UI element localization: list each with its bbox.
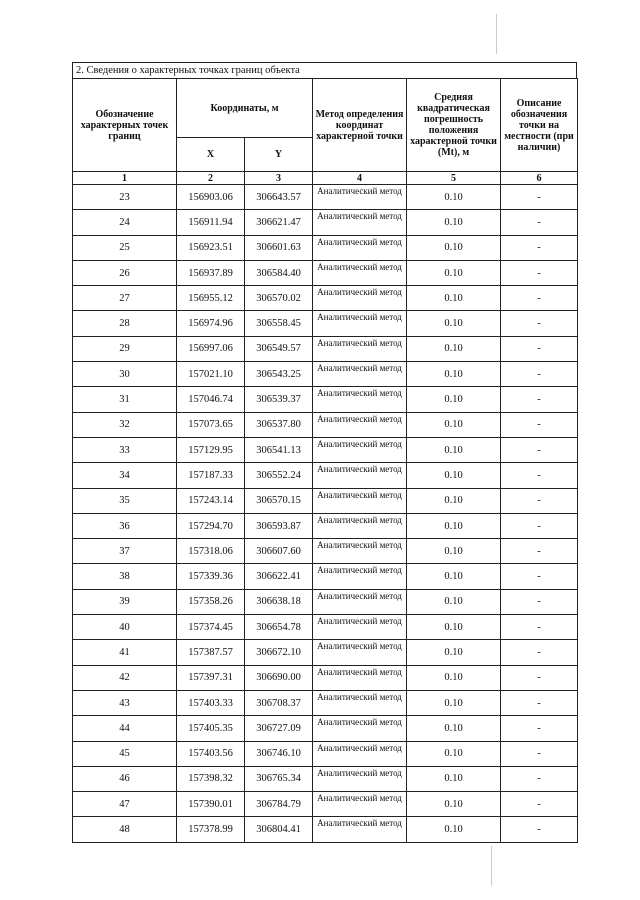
cell-error: 0.10 bbox=[407, 615, 501, 640]
cell-y: 306537.80 bbox=[245, 412, 313, 437]
cell-x: 156955.12 bbox=[177, 286, 245, 311]
cell-method: Аналитический метод bbox=[313, 387, 407, 412]
table-row bbox=[73, 488, 578, 513]
cell-y: 306584.40 bbox=[245, 260, 313, 285]
cell-point: 30 bbox=[73, 362, 177, 387]
cell-point: 42 bbox=[73, 665, 177, 690]
cell-method: Аналитический метод bbox=[313, 185, 407, 210]
cell-error: 0.10 bbox=[407, 716, 501, 741]
table-row bbox=[73, 387, 578, 412]
cell-y: 306708.37 bbox=[245, 690, 313, 715]
table-row bbox=[73, 412, 578, 437]
cell-x: 156903.06 bbox=[177, 185, 245, 210]
cell-error: 0.10 bbox=[407, 488, 501, 513]
cell-y: 306570.15 bbox=[245, 488, 313, 513]
cell-description: - bbox=[501, 260, 578, 285]
cell-point: 33 bbox=[73, 437, 177, 462]
cell-description: - bbox=[501, 210, 578, 235]
table-row bbox=[73, 640, 578, 665]
cell-point: 28 bbox=[73, 311, 177, 336]
cell-method: Аналитический метод bbox=[313, 615, 407, 640]
table-row bbox=[73, 210, 578, 235]
cell-description: - bbox=[501, 792, 578, 817]
cell-description: - bbox=[501, 336, 578, 361]
cell-point: 36 bbox=[73, 513, 177, 538]
cell-x: 156923.51 bbox=[177, 235, 245, 260]
cell-method: Аналитический метод bbox=[313, 362, 407, 387]
cell-error: 0.10 bbox=[407, 766, 501, 791]
cell-x: 157397.31 bbox=[177, 665, 245, 690]
header-x: X bbox=[177, 138, 245, 172]
cell-description: - bbox=[501, 235, 578, 260]
cell-x: 157403.56 bbox=[177, 741, 245, 766]
cell-error: 0.10 bbox=[407, 690, 501, 715]
cell-y: 306552.24 bbox=[245, 463, 313, 488]
column-number: 3 bbox=[245, 172, 313, 185]
table-row bbox=[73, 539, 578, 564]
cell-error: 0.10 bbox=[407, 260, 501, 285]
cell-method: Аналитический метод bbox=[313, 716, 407, 741]
cell-x: 157358.26 bbox=[177, 589, 245, 614]
cell-point: 46 bbox=[73, 766, 177, 791]
cell-point: 37 bbox=[73, 539, 177, 564]
table-row bbox=[73, 716, 578, 741]
cell-y: 306543.25 bbox=[245, 362, 313, 387]
cell-error: 0.10 bbox=[407, 665, 501, 690]
cell-method: Аналитический метод bbox=[313, 741, 407, 766]
cell-x: 156937.89 bbox=[177, 260, 245, 285]
cell-error: 0.10 bbox=[407, 185, 501, 210]
cell-description: - bbox=[501, 741, 578, 766]
cell-error: 0.10 bbox=[407, 640, 501, 665]
cell-method: Аналитический метод bbox=[313, 640, 407, 665]
cell-method: Аналитический метод bbox=[313, 665, 407, 690]
cell-y: 306541.13 bbox=[245, 437, 313, 462]
cell-error: 0.10 bbox=[407, 336, 501, 361]
column-number: 5 bbox=[407, 172, 501, 185]
table-row bbox=[73, 185, 578, 210]
cell-point: 43 bbox=[73, 690, 177, 715]
cell-description: - bbox=[501, 437, 578, 462]
cell-point: 25 bbox=[73, 235, 177, 260]
cell-y: 306672.10 bbox=[245, 640, 313, 665]
table-row bbox=[73, 362, 578, 387]
header-error: Средняя квадратическая погрешность положения характерной точки (Mt), м bbox=[407, 79, 501, 172]
cell-point: 47 bbox=[73, 792, 177, 817]
cell-point: 24 bbox=[73, 210, 177, 235]
cell-method: Аналитический метод bbox=[313, 463, 407, 488]
cell-y: 306593.87 bbox=[245, 513, 313, 538]
cell-point: 34 bbox=[73, 463, 177, 488]
table-row bbox=[73, 564, 578, 589]
cell-x: 157378.99 bbox=[177, 817, 245, 842]
table-row bbox=[73, 235, 578, 260]
cell-x: 157374.45 bbox=[177, 615, 245, 640]
cell-description: - bbox=[501, 362, 578, 387]
cell-description: - bbox=[501, 564, 578, 589]
table-row bbox=[73, 311, 578, 336]
cell-error: 0.10 bbox=[407, 311, 501, 336]
cell-x: 157073.65 bbox=[177, 412, 245, 437]
cell-x: 157294.70 bbox=[177, 513, 245, 538]
cell-y: 306804.41 bbox=[245, 817, 313, 842]
cell-description: - bbox=[501, 539, 578, 564]
table-row bbox=[73, 513, 578, 538]
cell-description: - bbox=[501, 412, 578, 437]
cell-description: - bbox=[501, 286, 578, 311]
table-row bbox=[73, 286, 578, 311]
cell-y: 306558.45 bbox=[245, 311, 313, 336]
cell-point: 48 bbox=[73, 817, 177, 842]
header-y: Y bbox=[245, 138, 313, 172]
cell-point: 31 bbox=[73, 387, 177, 412]
cell-description: - bbox=[501, 185, 578, 210]
cell-method: Аналитический метод bbox=[313, 412, 407, 437]
cell-method: Аналитический метод bbox=[313, 336, 407, 361]
cell-point: 29 bbox=[73, 336, 177, 361]
cell-point: 32 bbox=[73, 412, 177, 437]
cell-error: 0.10 bbox=[407, 387, 501, 412]
cell-x: 157046.74 bbox=[177, 387, 245, 412]
cell-error: 0.10 bbox=[407, 513, 501, 538]
cell-method: Аналитический метод bbox=[313, 437, 407, 462]
cell-method: Аналитический метод bbox=[313, 286, 407, 311]
cell-x: 157387.57 bbox=[177, 640, 245, 665]
cell-error: 0.10 bbox=[407, 539, 501, 564]
cell-method: Аналитический метод bbox=[313, 564, 407, 589]
table-row bbox=[73, 792, 578, 817]
cell-y: 306622.41 bbox=[245, 564, 313, 589]
document-sheet bbox=[72, 62, 577, 843]
table-row bbox=[73, 615, 578, 640]
column-number: 1 bbox=[73, 172, 177, 185]
cell-description: - bbox=[501, 766, 578, 791]
cell-method: Аналитический метод bbox=[313, 311, 407, 336]
cell-x: 157318.06 bbox=[177, 539, 245, 564]
cell-error: 0.10 bbox=[407, 362, 501, 387]
table-row bbox=[73, 589, 578, 614]
cell-y: 306570.02 bbox=[245, 286, 313, 311]
cell-y: 306539.37 bbox=[245, 387, 313, 412]
cell-y: 306601.63 bbox=[245, 235, 313, 260]
cell-description: - bbox=[501, 488, 578, 513]
cell-method: Аналитический метод bbox=[313, 513, 407, 538]
cell-y: 306690.00 bbox=[245, 665, 313, 690]
cell-description: - bbox=[501, 640, 578, 665]
table-row bbox=[73, 463, 578, 488]
cell-error: 0.10 bbox=[407, 286, 501, 311]
cell-method: Аналитический метод bbox=[313, 260, 407, 285]
cell-error: 0.10 bbox=[407, 437, 501, 462]
cell-method: Аналитический метод bbox=[313, 817, 407, 842]
cell-x: 157129.95 bbox=[177, 437, 245, 462]
cell-point: 39 bbox=[73, 589, 177, 614]
cell-error: 0.10 bbox=[407, 412, 501, 437]
header-coords: Координаты, м bbox=[177, 79, 313, 138]
cell-x: 157398.32 bbox=[177, 766, 245, 791]
cell-point: 26 bbox=[73, 260, 177, 285]
cell-x: 157403.33 bbox=[177, 690, 245, 715]
cell-x: 157405.35 bbox=[177, 716, 245, 741]
cell-error: 0.10 bbox=[407, 564, 501, 589]
cell-y: 306621.47 bbox=[245, 210, 313, 235]
cell-error: 0.10 bbox=[407, 792, 501, 817]
section-title: 2. Сведения о характерных точках границ объекта bbox=[72, 62, 577, 78]
cell-method: Аналитический метод bbox=[313, 235, 407, 260]
cell-point: 38 bbox=[73, 564, 177, 589]
cell-error: 0.10 bbox=[407, 210, 501, 235]
table-body bbox=[73, 185, 578, 843]
cell-y: 306549.57 bbox=[245, 336, 313, 361]
column-number: 6 bbox=[501, 172, 578, 185]
cell-description: - bbox=[501, 817, 578, 842]
cell-x: 157243.14 bbox=[177, 488, 245, 513]
cell-point: 45 bbox=[73, 741, 177, 766]
header-point: Обозначение характерных точек границ bbox=[73, 79, 177, 172]
cell-method: Аналитический метод bbox=[313, 766, 407, 791]
cell-description: - bbox=[501, 665, 578, 690]
table-row bbox=[73, 260, 578, 285]
cell-x: 156997.06 bbox=[177, 336, 245, 361]
cell-method: Аналитический метод bbox=[313, 792, 407, 817]
cell-point: 35 bbox=[73, 488, 177, 513]
cell-error: 0.10 bbox=[407, 817, 501, 842]
cell-y: 306784.79 bbox=[245, 792, 313, 817]
cell-y: 306638.18 bbox=[245, 589, 313, 614]
cell-error: 0.10 bbox=[407, 463, 501, 488]
column-number: 4 bbox=[313, 172, 407, 185]
cell-method: Аналитический метод bbox=[313, 690, 407, 715]
cell-x: 157390.01 bbox=[177, 792, 245, 817]
table-row bbox=[73, 817, 578, 842]
cell-y: 306746.10 bbox=[245, 741, 313, 766]
cell-y: 306727.09 bbox=[245, 716, 313, 741]
cell-error: 0.10 bbox=[407, 589, 501, 614]
cell-error: 0.10 bbox=[407, 235, 501, 260]
cell-y: 306654.78 bbox=[245, 615, 313, 640]
cell-x: 157021.10 bbox=[177, 362, 245, 387]
column-number: 2 bbox=[177, 172, 245, 185]
table-row bbox=[73, 437, 578, 462]
cell-point: 23 bbox=[73, 185, 177, 210]
cell-description: - bbox=[501, 387, 578, 412]
cell-method: Аналитический метод bbox=[313, 539, 407, 564]
cell-description: - bbox=[501, 589, 578, 614]
cell-x: 157339.36 bbox=[177, 564, 245, 589]
cell-point: 40 bbox=[73, 615, 177, 640]
header-description: Описание обозначения точки на местности (при наличии) bbox=[501, 79, 578, 172]
table-row bbox=[73, 766, 578, 791]
cell-y: 306765.34 bbox=[245, 766, 313, 791]
cell-method: Аналитический метод bbox=[313, 488, 407, 513]
cell-y: 306607.60 bbox=[245, 539, 313, 564]
cell-description: - bbox=[501, 463, 578, 488]
cell-error: 0.10 bbox=[407, 741, 501, 766]
cell-x: 157187.33 bbox=[177, 463, 245, 488]
table-row bbox=[73, 741, 578, 766]
boundary-points-table bbox=[72, 78, 578, 843]
table-row bbox=[73, 690, 578, 715]
cell-description: - bbox=[501, 716, 578, 741]
cell-x: 156974.96 bbox=[177, 311, 245, 336]
cell-point: 44 bbox=[73, 716, 177, 741]
cell-description: - bbox=[501, 690, 578, 715]
header-method: Метод определения координат характерной точки bbox=[313, 79, 407, 172]
cell-description: - bbox=[501, 615, 578, 640]
cell-description: - bbox=[501, 513, 578, 538]
cell-method: Аналитический метод bbox=[313, 210, 407, 235]
cell-method: Аналитический метод bbox=[313, 589, 407, 614]
cell-description: - bbox=[501, 311, 578, 336]
cell-y: 306643.57 bbox=[245, 185, 313, 210]
scan-artifact bbox=[496, 14, 497, 54]
table-row bbox=[73, 336, 578, 361]
cell-point: 27 bbox=[73, 286, 177, 311]
table-row bbox=[73, 665, 578, 690]
cell-point: 41 bbox=[73, 640, 177, 665]
scan-artifact bbox=[491, 846, 492, 886]
cell-x: 156911.94 bbox=[177, 210, 245, 235]
